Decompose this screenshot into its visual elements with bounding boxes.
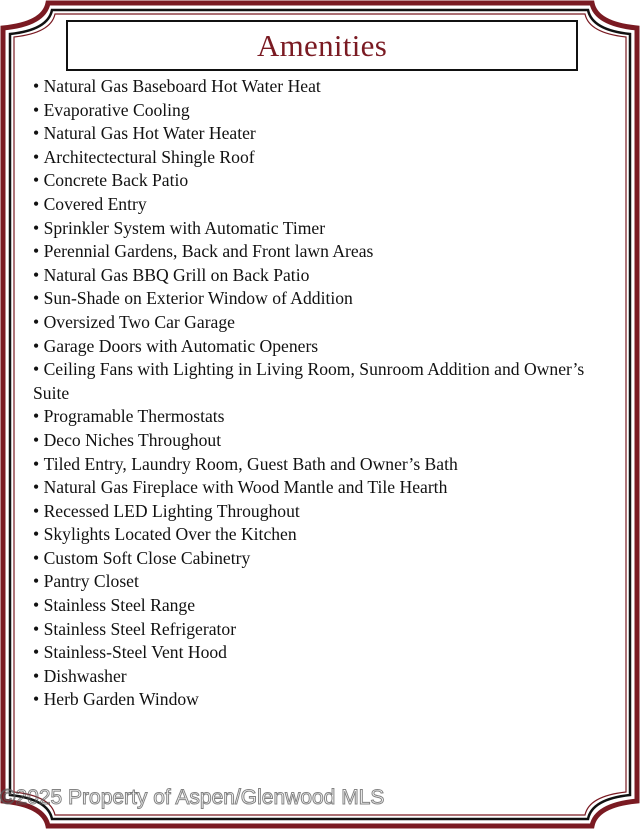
list-item: • Programable Thermostats — [33, 405, 593, 429]
list-item: • Stainless Steel Refrigerator — [33, 618, 593, 642]
list-item: • Natural Gas Baseboard Hot Water Heat — [33, 75, 593, 99]
list-item: • Pantry Closet — [33, 570, 593, 594]
list-item: • Stainless-Steel Vent Hood — [33, 641, 593, 665]
list-item: • Natural Gas Fireplace with Wood Mantle and Tile Hearth — [33, 476, 593, 500]
list-item: • Custom Soft Close Cabinetry — [33, 547, 593, 571]
title-box — [66, 20, 578, 71]
list-item: • Sun-Shade on Exterior Window of Addition — [33, 287, 593, 311]
list-item: • Garage Doors with Automatic Openers — [33, 335, 593, 359]
list-item: • Architectectural Shingle Roof — [33, 146, 593, 170]
list-item: • Oversized Two Car Garage — [33, 311, 593, 335]
list-item: • Concrete Back Patio — [33, 169, 593, 193]
list-item: • Recessed LED Lighting Throughout — [33, 500, 593, 524]
list-item: • Herb Garden Window — [33, 688, 593, 712]
list-item: • Natural Gas Hot Water Heater — [33, 122, 593, 146]
list-item: • Ceiling Fans with Lighting in Living Room, Sunroom Addition and Owner’s Suite — [33, 358, 593, 405]
list-item: • Sprinkler System with Automatic Timer — [33, 217, 593, 241]
list-item: • Stainless Steel Range — [33, 594, 593, 618]
page-title: Amenities — [256, 27, 388, 63]
list-item: • Covered Entry — [33, 193, 593, 217]
watermark: ©2025 Property of Aspen/Glenwood MLS — [0, 786, 385, 809]
list-item: • Evaporative Cooling — [33, 99, 593, 123]
list-item: • Natural Gas BBQ Grill on Back Patio — [33, 264, 593, 288]
list-item: • Dishwasher — [33, 665, 593, 689]
list-item: • Deco Niches Throughout — [33, 429, 593, 453]
amenities-list — [33, 75, 593, 712]
list-item: • Perennial Gardens, Back and Front lawn Areas — [33, 240, 593, 264]
list-item: • Skylights Located Over the Kitchen — [33, 523, 593, 547]
list-item: • Tiled Entry, Laundry Room, Guest Bath and Owner’s Bath — [33, 453, 593, 477]
